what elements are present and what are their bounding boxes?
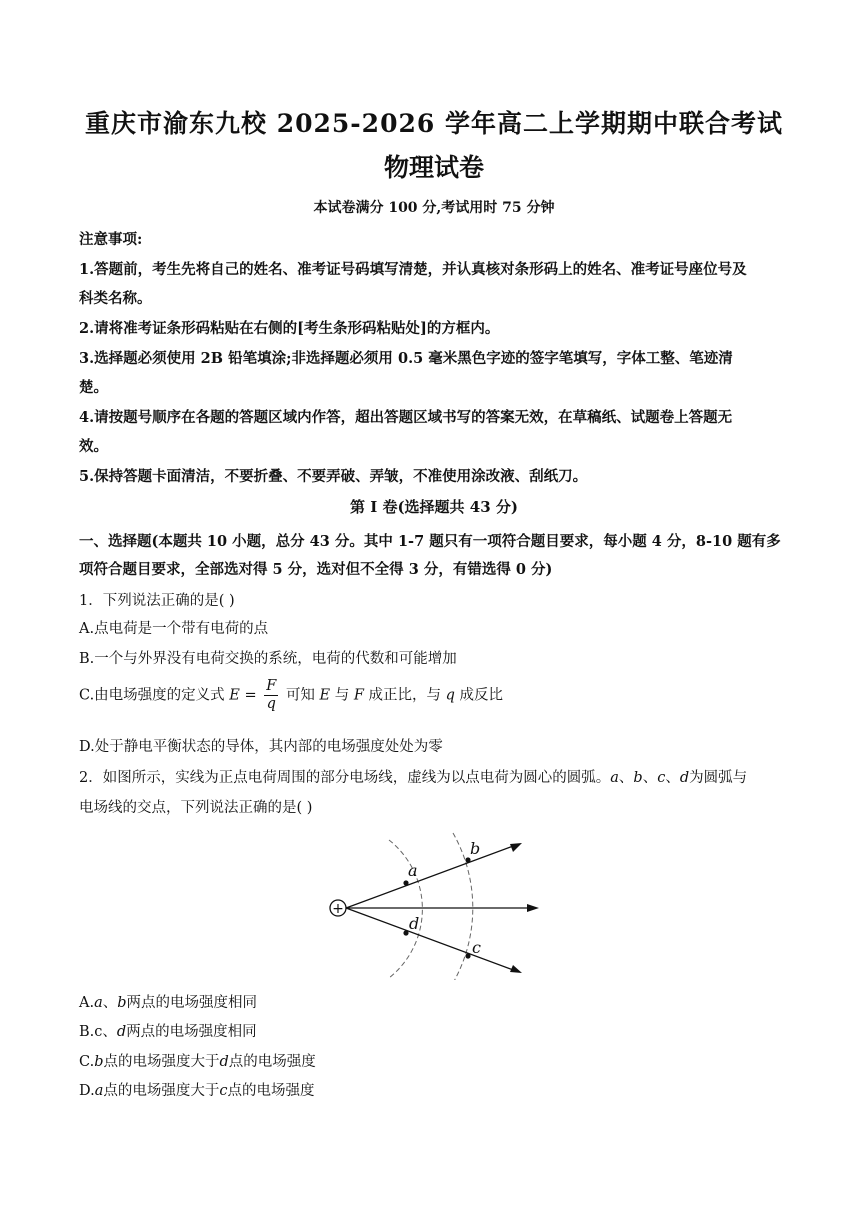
question-2-stem [79,766,747,787]
stem-text: 2．如图所示，实线为正点电荷周围的部分电场线，虚线为以点电荷为圆心的圆弧。 [79,770,611,786]
notes-line: 4.请按题号顺序在各题的答题区域内作答，超出答题区域书写的答案无效，在草稿纸、试题卷上答题无 [79,409,733,426]
stem-text: 为圆弧与 [689,770,748,786]
var-q: q [445,687,455,704]
point-a-label: a [610,770,619,786]
question-2-option-a [79,991,257,1012]
arrowhead-icon [527,904,539,912]
section-intro: 一、选择题(本题共 10 小题，总分 43 分。其中 1-7 题只有一项符合题目要求，每小题 4 分，8-10 题有多 [79,533,781,550]
notes-line: 2.请将准考证条形码粘贴在右侧的[考生条形码粘贴处]的方框内。 [79,320,500,337]
question-1-option-d: D.处于静电平衡状态的导体，其内部的电场强度处处为零 [79,739,443,755]
point-d [403,930,408,935]
var-f: F [353,687,364,704]
fraction-f-over-q [264,678,278,713]
point-label: a [94,995,103,1011]
option-text: 可知 [285,687,315,704]
electric-field-diagram [320,828,550,980]
point-a [403,880,408,885]
option-letter: B. [79,1024,95,1040]
label-a: a [408,861,418,880]
section-intro: 项符合题目要求，全部选对得 5 分，选对但不全得 3 分，有错选得 0 分) [79,561,553,578]
label-b: b [470,839,481,858]
option-text: 成反比 [459,687,504,704]
option-text: 两点的电场强度相同 [126,995,258,1011]
separator: 、 [642,770,658,786]
option-text: 点的电场强度大于 [103,1083,220,1099]
point-b-label: b [633,770,643,786]
option-letter: D. [79,1083,95,1099]
option-text: 与 [334,687,350,704]
var-e: E [319,687,331,704]
exam-title: 重庆市渝东九校 2025-2026 学年高二上学期期中联合考试 [85,109,783,138]
question-2-option-b [79,1020,257,1041]
point-label: b [94,1054,104,1070]
option-text: C.由电场强度的定义式 [79,687,225,704]
notes-line: 3.选择题必须使用 2B 铅笔填涂;非选择题必须用 0.5 毫米黑色字迹的签字笔填写，字体工整、笔迹清 [79,350,733,367]
arrowhead-icon [510,843,522,852]
exam-subject-title: 物理试卷 [383,153,484,182]
separator: 、 [665,770,680,786]
exam-info: 本试卷满分 100 分,考试用时 75 分钟 [313,200,555,216]
question-2-option-d [79,1079,315,1100]
option-text: 点的电场强度大于 [103,1054,220,1070]
question-2-stem-line2: 电场线的交点，下列说法正确的是( ) [79,800,313,816]
option-letter: C. [79,1054,95,1070]
option-text: 点的电场强度 [227,1083,315,1099]
point-c-label: c [657,770,666,786]
point-b [465,857,470,862]
point-label: c [94,1024,103,1040]
field-line-lower [346,908,516,971]
point-label: b [117,995,127,1011]
field-line-upper [346,845,516,908]
question-1-option-c [79,678,503,713]
notes-line: 楚。 [79,379,108,396]
label-c: c [472,938,481,957]
question-1-option-b: B.一个与外界没有电荷交换的系统，电荷的代数和可能增加 [79,651,457,667]
question-1-option-a: A.点电荷是一个带有电荷的点 [79,621,269,637]
section-heading: 第 I 卷(选择题共 43 分) [350,498,518,516]
option-text: 点的电场强度 [228,1054,316,1070]
notes-heading: 注意事项: [79,231,143,248]
option-letter: A. [79,995,95,1011]
point-label: d [116,1024,127,1040]
label-d: d [409,914,420,933]
question-2-option-c [79,1050,316,1071]
point-label: d [219,1054,229,1070]
notes-line: 5.保持答题卡面清洁，不要折叠、不要弄破、弄皱，不准使用涂改液、刮纸刀。 [79,468,588,485]
notes-line: 1.答题前，考生先将自己的姓名、准考证号码填写清楚，并认真核对条形码上的姓名、准考证号座位号及 [79,261,747,278]
var-e: E [229,687,240,704]
point-label: a [94,1083,104,1099]
point-c [465,953,470,958]
fraction-numerator: F [266,678,277,694]
option-text: 成正比，与 [368,687,442,704]
point-label: c [219,1083,228,1099]
charge-symbol: + [332,901,344,917]
point-d-label: d [679,770,690,786]
question-1-stem: 1．下列说法正确的是( ) [79,593,235,609]
notes-line: 效。 [79,438,108,455]
separator: 、 [618,770,634,786]
option-text: 两点的电场强度相同 [126,1024,257,1040]
arrowhead-icon [510,965,522,973]
notes-line: 科类名称。 [79,290,152,307]
separator: 、 [102,1024,117,1040]
separator: 、 [102,995,118,1011]
fraction-denominator: q [266,696,276,712]
equals-sign: = [244,687,257,704]
